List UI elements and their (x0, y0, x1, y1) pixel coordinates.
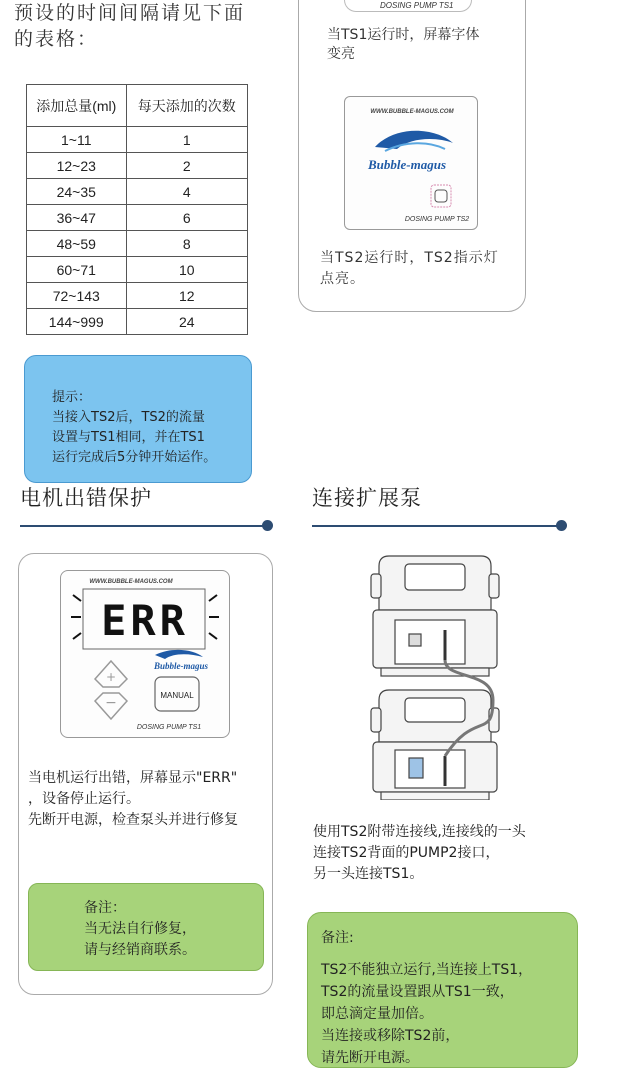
ts1-text-line: 变亮 (327, 46, 355, 62)
tip-box-ts2 (24, 355, 252, 483)
ts2-running-text (320, 248, 499, 290)
err-brand-logo: Bubble-magus (153, 661, 209, 671)
heading-dot-right (556, 520, 567, 531)
note-title: 备注： (84, 900, 126, 916)
note-line: 请与经销商联系。 (84, 942, 196, 958)
table-row (27, 153, 248, 179)
cell-times: 4 (126, 179, 247, 205)
pump-text-line: 连接TS2背面的PUMP2接口， (313, 845, 500, 861)
err-panel (60, 570, 230, 738)
cell-volume: 12~23 (27, 153, 127, 179)
heading-extension-pump: 连接扩展泵 (312, 486, 422, 510)
note-line: TS2不能独立运行,当连接上TS1， (321, 962, 533, 978)
motor-note-box (28, 883, 264, 971)
tip-title: 提示： (52, 390, 92, 405)
stacked-pumps-illustration (365, 550, 505, 800)
header-total-volume: 添加总量(ml) (27, 85, 127, 127)
cell-volume: 144~999 (27, 309, 127, 335)
motor-text-line: 先断开电源，检查泵头并进行修复 (28, 812, 238, 828)
table-header-row (27, 85, 248, 127)
ts2-brand-logo: Bubble-magus (367, 157, 447, 172)
cell-times: 1 (126, 127, 247, 153)
ts2-text-line: 点亮。 (320, 271, 365, 287)
motor-text-line: ，设备停止运行。 (28, 791, 140, 807)
ts2-panel-graphic (345, 97, 479, 231)
heading-rule-left (20, 525, 268, 527)
ts2-indicator-frame (431, 185, 451, 207)
cell-times: 24 (126, 309, 247, 335)
extension-note-box (307, 912, 578, 1068)
table-row (27, 205, 248, 231)
cell-volume: 60~71 (27, 257, 127, 283)
note-line: 即总滴定量加倍。 (321, 1006, 433, 1022)
table-row (27, 231, 248, 257)
table-row (27, 309, 248, 335)
err-display: ERR (101, 596, 189, 645)
tip-line: 当接入TS2后，TS2的流量 (52, 410, 205, 425)
note-title: 备注: (321, 930, 354, 946)
ts2-website: WWW.BUBBLE-MAGUS.COM (370, 109, 454, 115)
cell-times: 6 (126, 205, 247, 231)
pump-bottom-icon (371, 690, 499, 800)
motor-error-text (28, 768, 238, 831)
heading-motor-protection: 电机出错保护 (20, 486, 152, 510)
manual-button-label: MANUAL (160, 691, 194, 700)
cell-volume: 36~47 (27, 205, 127, 231)
pump-text-line: 另一头连接TS1。 (313, 866, 424, 882)
cell-times: 12 (126, 283, 247, 309)
heading-dot-left (262, 520, 273, 531)
note-line: 当连接或移除TS2前， (321, 1028, 460, 1044)
heading-rule-right (312, 525, 562, 527)
cell-volume: 48~59 (27, 231, 127, 257)
cell-times: 10 (126, 257, 247, 283)
motor-text-line: 当电机运行出错，屏幕显示"ERR" (28, 770, 238, 786)
note-line: 当无法自行修复， (84, 921, 196, 937)
table-row (27, 257, 248, 283)
minus-icon: − (105, 695, 117, 711)
ts1-running-text (327, 26, 479, 64)
err-panel-graphic (61, 571, 231, 739)
tip-line: 运行完成后5分钟开始运作。 (52, 450, 217, 465)
intro-line-2: 的表格： (14, 28, 99, 50)
ts2-text-line: 当TS2运行时，TS2指示灯 (320, 250, 499, 266)
cell-times: 8 (126, 231, 247, 257)
header-times-per-day: 每天添加的次数 (126, 85, 247, 127)
intro-text (14, 0, 245, 52)
note-line: TS2的流量设置跟从TS1一致， (321, 984, 514, 1000)
cell-volume: 1~11 (27, 127, 127, 153)
brand-wave-icon (155, 650, 203, 659)
note-line: 请先断开电源。 (321, 1050, 419, 1066)
table-row (27, 283, 248, 309)
extension-pump-text (313, 822, 526, 885)
cell-times: 2 (126, 153, 247, 179)
ts1-text-line: 当TS1运行时，屏幕字体 (327, 27, 480, 43)
pump-text-line: 使用TS2附带连接线,连接线的一头 (313, 824, 526, 840)
ts2-indicator-light-icon (435, 190, 447, 202)
ts1-panel-label: DOSING PUMP TS1 (380, 1, 454, 10)
pumps-graphic (365, 550, 505, 800)
intro-line-1: 预设的时间间隔请见下面 (14, 2, 246, 24)
err-website: WWW.BUBBLE-MAGUS.COM (89, 579, 173, 585)
ts2-panel (344, 96, 478, 230)
tip-line: 设置与TS1相同，并在TS1 (52, 430, 205, 445)
table-row (27, 127, 248, 153)
table-row (27, 179, 248, 205)
pump-top-icon (371, 556, 499, 676)
cell-volume: 72~143 (27, 283, 127, 309)
err-panel-label: DOSING PUMP TS1 (136, 724, 202, 731)
schedule-table (26, 84, 248, 335)
plus-icon: + (105, 670, 117, 684)
ts2-panel-label: DOSING PUMP TS2 (404, 216, 470, 223)
cell-volume: 24~35 (27, 179, 127, 205)
